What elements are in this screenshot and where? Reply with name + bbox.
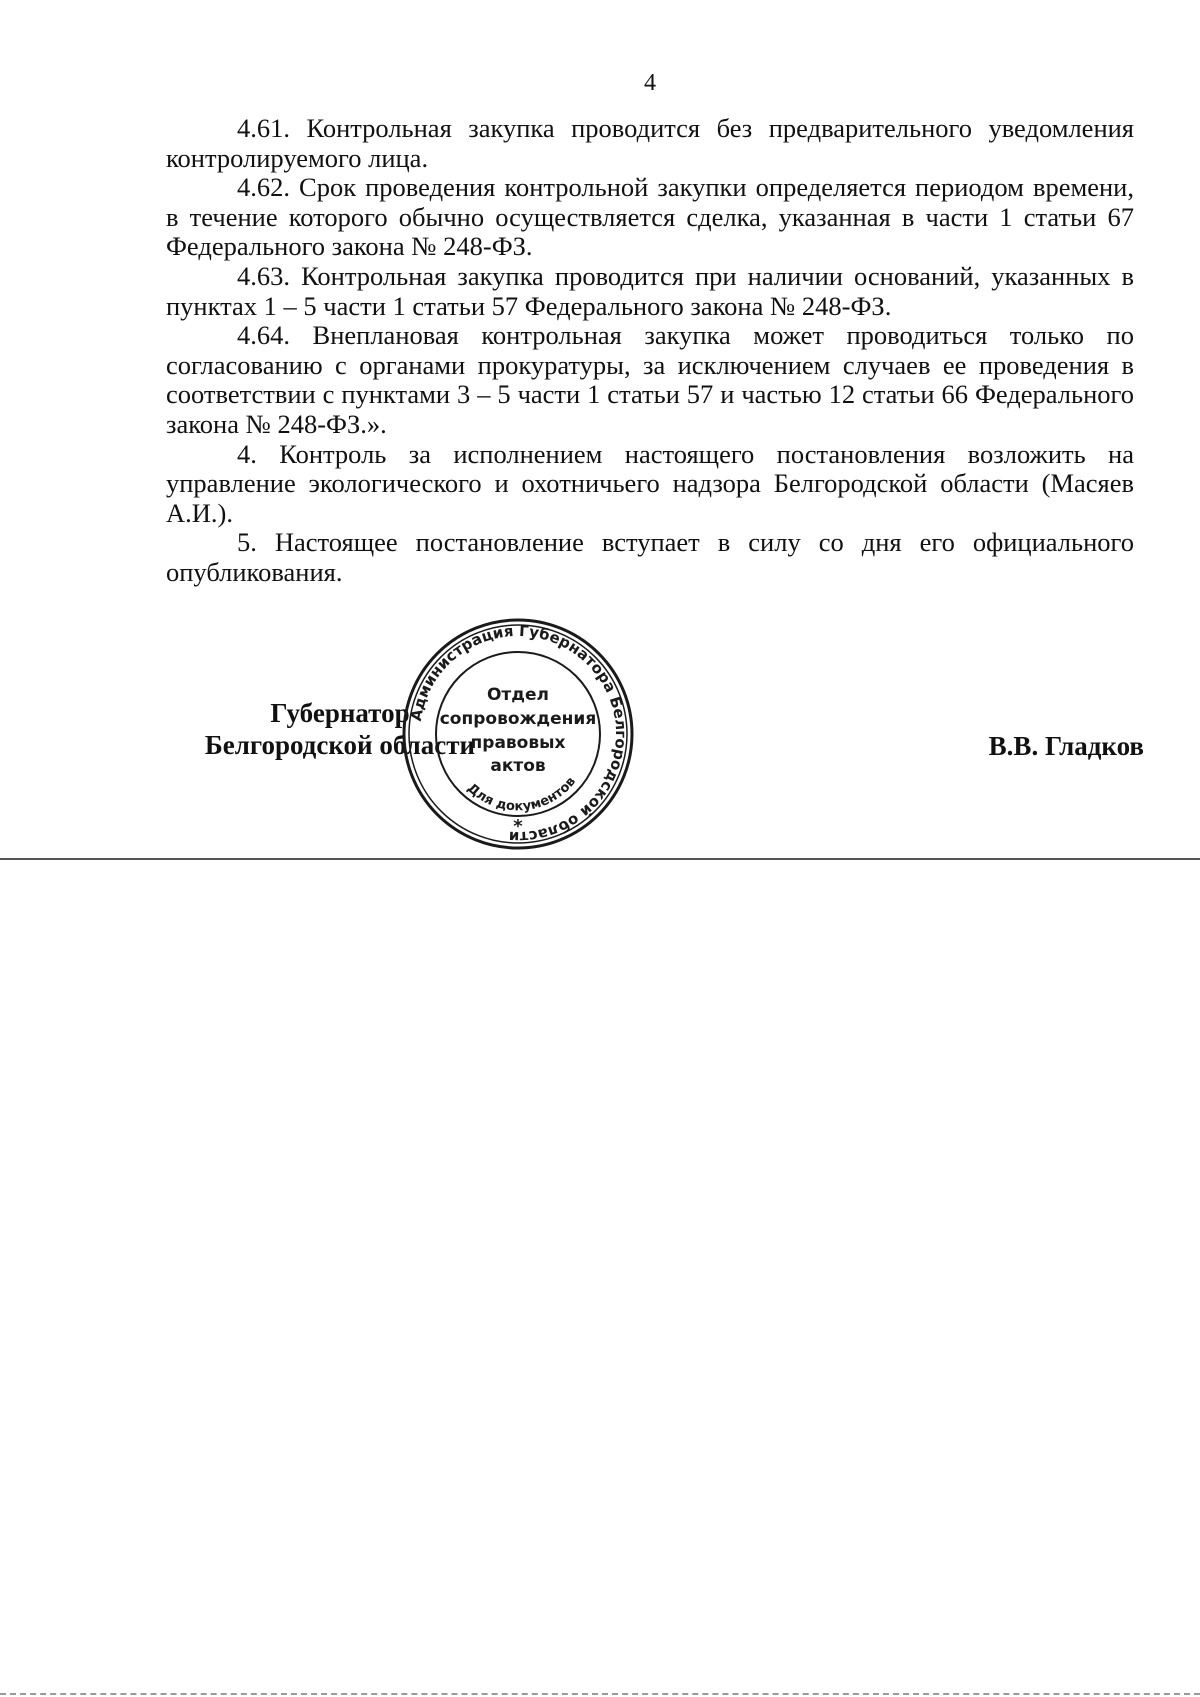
scan-edge-line	[0, 858, 1200, 860]
stamp-star: *	[513, 816, 523, 837]
paragraph-4: 4. Контроль за исполнением настоящего постановления возложить на управление экологического и охотничьего надзора Белгородской области (Масяев А.И.).	[166, 438, 1134, 528]
paragraph-4-63: 4.63. Контрольная закупка проводится при наличии оснований, указанных в пунктах 1 – 5 части 1 статьи 57 Федерального закона № 248-ФЗ.	[166, 260, 1134, 321]
signature-position-line1: Губернатор	[270, 698, 410, 728]
paragraph-5: 5. Настоящее постановление вступает в силу со дня его официального опубликования.	[166, 527, 1134, 587]
stamp-seal	[398, 614, 638, 854]
stamp-center-line3: правовых	[470, 733, 566, 753]
paragraph-4-64: 4.64. Внеплановая контрольная закупка может проводиться только по согласованию с органами прокуратуры, за исключением случаев ее проведения в соответствии с пунктами 3 – 5 части 1 статьи 57 и частью 12 статьи 66 Федерального закона № 248-ФЗ.».	[166, 320, 1134, 439]
stamp-outer-text: Администрация Губернатора Белгородской области	[406, 621, 631, 847]
scan-bottom-line	[0, 1693, 1200, 1695]
signature-position-line2: Белгородской области	[204, 730, 476, 760]
paragraph-4-61: 4.61. Контрольная закупка проводится без предварительного уведомления контролируемого лица.	[166, 113, 1134, 173]
stamp-center-line2: сопровождения	[439, 709, 597, 729]
stamp-center-line4: актов	[490, 756, 546, 776]
stamp-center-line1: Отдел	[486, 685, 550, 705]
signatory-name: В.В. Гладков	[988, 731, 1144, 761]
paragraph-4-62: 4.62. Срок проведения контрольной закупки определяется периодом времени, в течение которого обычно осуществляется сделка, указанная в части 1 статьи 67 Федерального закона № 248-ФЗ.	[166, 172, 1134, 262]
official-stamp	[398, 614, 638, 854]
document-body	[166, 114, 1134, 588]
page-number: 4	[644, 70, 656, 96]
stamp-bottom-text: Для документов	[464, 774, 579, 815]
